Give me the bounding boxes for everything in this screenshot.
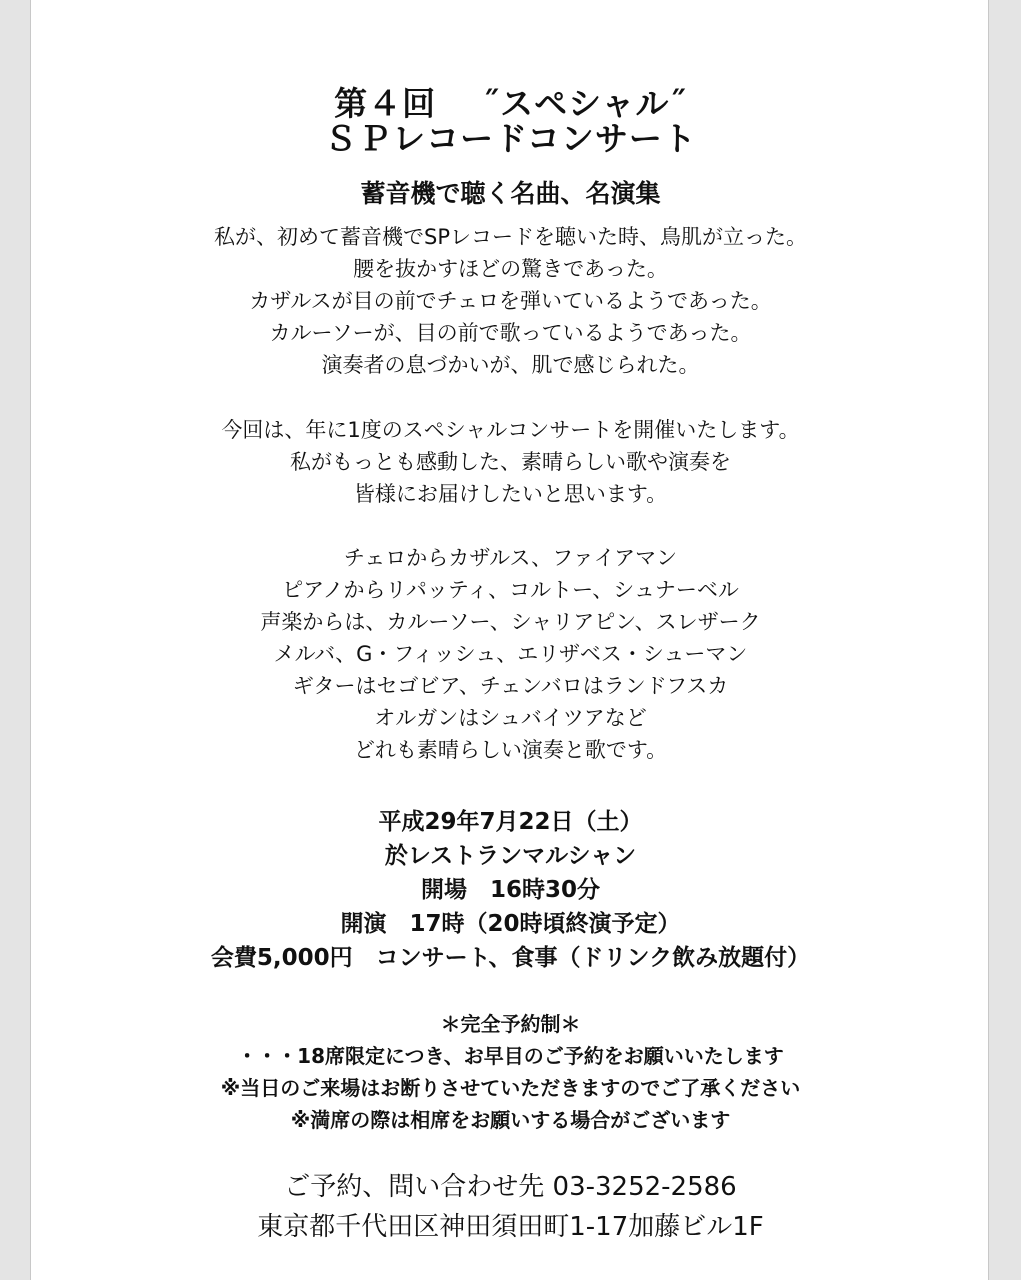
performer-line: メルバ、G・フィッシュ、エリザベス・シューマン — [273, 642, 748, 666]
event-doors: 開場 16時30分 — [420, 877, 600, 903]
reservation-note: ※満席の際は相席をお願いする場合がございます — [290, 1108, 731, 1132]
title-line-2: ＳＰレコードコンサート — [324, 119, 697, 158]
announcement-line: 皆様にお届けしたいと思います。 — [353, 482, 668, 506]
event-date: 平成29年7月22日（土） — [378, 809, 643, 835]
intro-line: カザルスが目の前でチェロを弾いているようであった。 — [249, 289, 772, 313]
reservation-note: ※当日のご来場はお断りさせていただきますのでご了承ください — [220, 1076, 801, 1100]
intro-line: 腰を抜かすほどの驚きであった。 — [353, 257, 668, 281]
announcement-line: 今回は、年に1度のスペシャルコンサートを開催いたします。 — [221, 418, 800, 442]
performer-line: どれも素晴らしい演奏と歌です。 — [353, 738, 668, 762]
performer-line: ピアノからリパッティ、コルトー、シュナーベル — [282, 578, 739, 602]
event-start: 開演 17時（20時頃終演予定） — [340, 911, 681, 937]
title-line-1: 第４回 ˝スペシャル˝ — [334, 84, 687, 123]
performer-line: オルガンはシュバイツアなど — [374, 706, 647, 730]
reservation-heading: ＊完全予約制＊ — [440, 1012, 581, 1036]
reservation-note: ・・・18席限定につき、お早目のご予約をお願いいたします — [237, 1044, 784, 1068]
subtitle: 蓄音機で聴く名曲、名演集 — [360, 179, 661, 208]
intro-line: カルーソーが、目の前で歌っているようであった。 — [269, 321, 752, 345]
intro-line: 演奏者の息づかいが、肌で感じられた。 — [321, 353, 700, 377]
intro-line: 私が、初めて蓄音機でSPレコードを聴いた時、鳥肌が立った。 — [214, 225, 807, 249]
performer-line: 声楽からは、カルーソー、シャリアピン、スレザーク — [260, 610, 761, 634]
performer-line: ギターはセゴビア、チェンバロはランドフスカ — [292, 674, 729, 698]
contact-phone: ご予約、問い合わせ先 03-3252-2586 — [284, 1172, 737, 1202]
announcement-line: 私がもっとも感動した、素晴らしい歌や演奏を — [290, 450, 731, 474]
contact-address: 東京都千代田区神田須田町1-17加藤ビル1F — [257, 1212, 764, 1242]
event-fee: 会費5,000円 コンサート、食事（ドリンク飲み放題付） — [210, 945, 811, 971]
performer-line: チェロからカザルス、ファイアマン — [343, 546, 678, 570]
flyer-page — [30, 0, 989, 1280]
event-venue: 於レストランマルシャン — [384, 843, 637, 869]
